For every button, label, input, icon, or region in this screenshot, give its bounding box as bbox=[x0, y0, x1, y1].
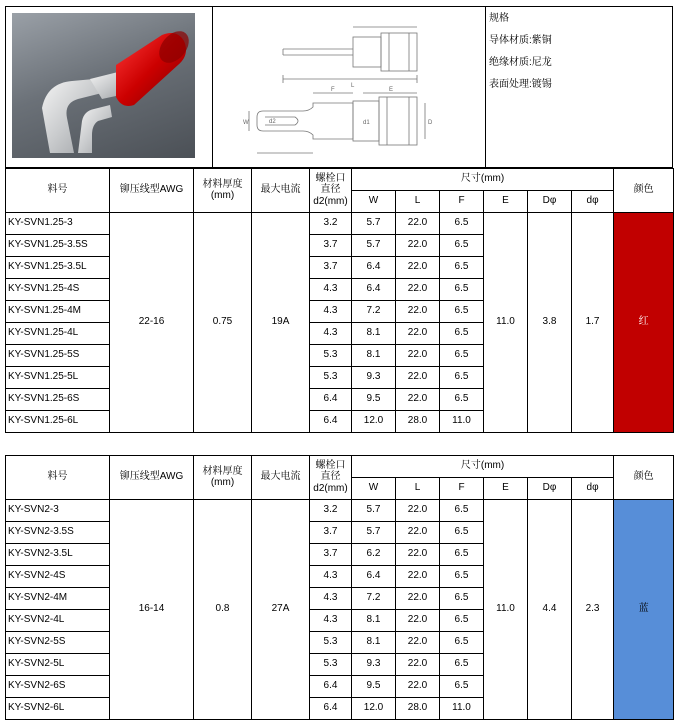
current-cell: 19A bbox=[252, 212, 310, 432]
stud-diameter-cell: 4.3 bbox=[310, 587, 352, 609]
w-cell: 5.7 bbox=[352, 499, 396, 521]
header-thickness-line1: 材料厚度 bbox=[202, 465, 243, 477]
l-cell: 22.0 bbox=[396, 212, 440, 234]
spec-info-cell bbox=[486, 7, 673, 168]
f-cell: 6.5 bbox=[440, 322, 484, 344]
l-cell: 28.0 bbox=[396, 410, 440, 432]
header-thickness bbox=[194, 168, 252, 212]
f-cell: 11.0 bbox=[440, 410, 484, 432]
model-cell: KY-SVN2-5L bbox=[6, 653, 110, 675]
w-cell: 9.5 bbox=[352, 675, 396, 697]
f-cell: 6.5 bbox=[440, 234, 484, 256]
product-table bbox=[5, 168, 674, 433]
model-cell: KY-SVN1.25-4L bbox=[6, 322, 110, 344]
header-stud-line2: 直径 bbox=[320, 184, 341, 196]
w-cell: 5.7 bbox=[352, 234, 396, 256]
f-cell: 6.5 bbox=[440, 653, 484, 675]
w-cell: 6.4 bbox=[352, 278, 396, 300]
f-cell: 6.5 bbox=[440, 366, 484, 388]
stud-diameter-cell: 5.3 bbox=[310, 653, 352, 675]
l-cell: 22.0 bbox=[396, 587, 440, 609]
header-current: 最大电流 bbox=[252, 455, 310, 499]
w-cell: 8.1 bbox=[352, 322, 396, 344]
model-cell: KY-SVN2-4M bbox=[6, 587, 110, 609]
f-cell: 6.5 bbox=[440, 587, 484, 609]
f-cell: 11.0 bbox=[440, 697, 484, 719]
f-cell: 6.5 bbox=[440, 631, 484, 653]
header-model: 料号 bbox=[6, 168, 110, 212]
header-awg: 铆压线型AWG bbox=[110, 455, 194, 499]
header-f: F bbox=[440, 190, 484, 212]
spade-terminal-image bbox=[12, 13, 195, 158]
w-cell: 12.0 bbox=[352, 410, 396, 432]
stud-diameter-cell: 6.4 bbox=[310, 697, 352, 719]
product-table bbox=[5, 455, 674, 720]
w-cell: 9.3 bbox=[352, 653, 396, 675]
f-cell: 6.5 bbox=[440, 499, 484, 521]
model-cell: KY-SVN1.25-3.5L bbox=[6, 256, 110, 278]
stud-diameter-cell: 3.2 bbox=[310, 499, 352, 521]
stud-diameter-cell: 3.2 bbox=[310, 212, 352, 234]
l-cell: 22.0 bbox=[396, 499, 440, 521]
stud-diameter-cell: 3.7 bbox=[310, 543, 352, 565]
stud-diameter-cell: 6.4 bbox=[310, 410, 352, 432]
dphi-small-cell: 2.3 bbox=[572, 499, 614, 719]
header-stud-line1: 螺栓口 bbox=[315, 459, 346, 471]
stud-diameter-cell: 3.7 bbox=[310, 256, 352, 278]
l-cell: 22.0 bbox=[396, 609, 440, 631]
l-cell: 22.0 bbox=[396, 366, 440, 388]
f-cell: 6.5 bbox=[440, 388, 484, 410]
color-cell: 蓝 bbox=[614, 499, 674, 719]
l-cell: 22.0 bbox=[396, 543, 440, 565]
product-photo bbox=[12, 13, 195, 158]
stud-diameter-cell: 5.3 bbox=[310, 366, 352, 388]
header-model: 料号 bbox=[6, 455, 110, 499]
header-l: L bbox=[396, 477, 440, 499]
l-cell: 22.0 bbox=[396, 631, 440, 653]
w-cell: 9.5 bbox=[352, 388, 396, 410]
model-cell: KY-SVN1.25-6S bbox=[6, 388, 110, 410]
header-stud-line1: 螺栓口 bbox=[315, 172, 346, 184]
header-thickness-line1: 材料厚度 bbox=[202, 178, 243, 190]
model-cell: KY-SVN2-4S bbox=[6, 565, 110, 587]
l-cell: 22.0 bbox=[396, 256, 440, 278]
l-cell: 22.0 bbox=[396, 344, 440, 366]
table-gap bbox=[5, 433, 673, 455]
awg-cell: 16-14 bbox=[110, 499, 194, 719]
w-cell: 7.2 bbox=[352, 587, 396, 609]
header-e: E bbox=[484, 190, 528, 212]
stud-diameter-cell: 5.3 bbox=[310, 631, 352, 653]
spec-surface: 表面处理:镀锡 bbox=[489, 79, 552, 90]
drawing-label-d1: d1 bbox=[363, 120, 370, 126]
e-cell: 11.0 bbox=[484, 212, 528, 432]
model-cell: KY-SVN2-3.5S bbox=[6, 521, 110, 543]
l-cell: 28.0 bbox=[396, 697, 440, 719]
header-dphi-small: dφ bbox=[572, 477, 614, 499]
model-cell: KY-SVN1.25-5L bbox=[6, 366, 110, 388]
stud-diameter-cell: 4.3 bbox=[310, 300, 352, 322]
header-block bbox=[5, 6, 673, 168]
f-cell: 6.5 bbox=[440, 521, 484, 543]
header-stud-line3: d2(mm) bbox=[313, 195, 348, 207]
drawing-label-w: W bbox=[243, 120, 249, 126]
f-cell: 6.5 bbox=[440, 543, 484, 565]
photo-cell bbox=[6, 7, 213, 168]
w-cell: 8.1 bbox=[352, 609, 396, 631]
model-cell: KY-SVN2-3.5L bbox=[6, 543, 110, 565]
table-row bbox=[6, 499, 674, 521]
l-cell: 22.0 bbox=[396, 675, 440, 697]
f-cell: 6.5 bbox=[440, 344, 484, 366]
f-cell: 6.5 bbox=[440, 256, 484, 278]
product-tables bbox=[5, 168, 673, 720]
w-cell: 12.0 bbox=[352, 697, 396, 719]
header-thickness-line2: (mm) bbox=[210, 190, 235, 201]
w-cell: 7.2 bbox=[352, 300, 396, 322]
header-e: E bbox=[484, 477, 528, 499]
drawing-label-d: D bbox=[428, 120, 433, 126]
header-dphi-small: dφ bbox=[572, 190, 614, 212]
w-cell: 5.7 bbox=[352, 521, 396, 543]
e-cell: 11.0 bbox=[484, 499, 528, 719]
header-thickness-line2: (mm) bbox=[210, 477, 235, 488]
model-cell: KY-SVN1.25-3.5S bbox=[6, 234, 110, 256]
stud-diameter-cell: 4.3 bbox=[310, 565, 352, 587]
w-cell: 6.4 bbox=[352, 256, 396, 278]
w-cell: 8.1 bbox=[352, 344, 396, 366]
w-cell: 5.7 bbox=[352, 212, 396, 234]
model-cell: KY-SVN2-6S bbox=[6, 675, 110, 697]
model-cell: KY-SVN2-4L bbox=[6, 609, 110, 631]
stud-diameter-cell: 4.3 bbox=[310, 609, 352, 631]
stud-diameter-cell: 4.3 bbox=[310, 278, 352, 300]
dphi-small-cell: 1.7 bbox=[572, 212, 614, 432]
color-cell: 红 bbox=[614, 212, 674, 432]
model-cell: KY-SVN2-3 bbox=[6, 499, 110, 521]
thickness-cell: 0.8 bbox=[194, 499, 252, 719]
header-awg: 铆压线型AWG bbox=[110, 168, 194, 212]
drawing-label-l: L bbox=[351, 83, 355, 89]
model-cell: KY-SVN1.25-4S bbox=[6, 278, 110, 300]
drawing-label-d2: d2 bbox=[269, 119, 276, 125]
header-w: W bbox=[352, 190, 396, 212]
spec-material: 导体材质:紫铜 bbox=[489, 35, 552, 46]
f-cell: 6.5 bbox=[440, 609, 484, 631]
dphi-big-cell: 4.4 bbox=[528, 499, 572, 719]
spec-insulation: 绝缘材质:尼龙 bbox=[489, 57, 552, 68]
stud-diameter-cell: 4.3 bbox=[310, 322, 352, 344]
f-cell: 6.5 bbox=[440, 675, 484, 697]
model-cell: KY-SVN1.25-6L bbox=[6, 410, 110, 432]
dphi-big-cell: 3.8 bbox=[528, 212, 572, 432]
header-dims: 尺寸(mm) bbox=[352, 168, 614, 190]
l-cell: 22.0 bbox=[396, 388, 440, 410]
f-cell: 6.5 bbox=[440, 565, 484, 587]
header-stud-line3: d2(mm) bbox=[313, 482, 348, 494]
l-cell: 22.0 bbox=[396, 653, 440, 675]
f-cell: 6.5 bbox=[440, 278, 484, 300]
stud-diameter-cell: 3.7 bbox=[310, 521, 352, 543]
technical-drawing bbox=[213, 7, 485, 163]
model-cell: KY-SVN1.25-5S bbox=[6, 344, 110, 366]
w-cell: 9.3 bbox=[352, 366, 396, 388]
current-cell: 27A bbox=[252, 499, 310, 719]
header-stud bbox=[310, 168, 352, 212]
header-current: 最大电流 bbox=[252, 168, 310, 212]
stud-diameter-cell: 3.7 bbox=[310, 234, 352, 256]
l-cell: 22.0 bbox=[396, 300, 440, 322]
header-f: F bbox=[440, 477, 484, 499]
header-thickness bbox=[194, 455, 252, 499]
w-cell: 6.2 bbox=[352, 543, 396, 565]
model-cell: KY-SVN2-5S bbox=[6, 631, 110, 653]
drawing-label-e: E bbox=[389, 87, 394, 93]
header-color: 颜色 bbox=[614, 455, 674, 499]
table-row bbox=[6, 212, 674, 234]
header-dphi-big: Dφ bbox=[528, 477, 572, 499]
l-cell: 22.0 bbox=[396, 322, 440, 344]
header-dphi-big: Dφ bbox=[528, 190, 572, 212]
header-w: W bbox=[352, 477, 396, 499]
l-cell: 22.0 bbox=[396, 565, 440, 587]
w-cell: 6.4 bbox=[352, 565, 396, 587]
model-cell: KY-SVN1.25-3 bbox=[6, 212, 110, 234]
thickness-cell: 0.75 bbox=[194, 212, 252, 432]
stud-diameter-cell: 6.4 bbox=[310, 675, 352, 697]
header-l: L bbox=[396, 190, 440, 212]
stud-diameter-cell: 5.3 bbox=[310, 344, 352, 366]
header-dims: 尺寸(mm) bbox=[352, 455, 614, 477]
model-cell: KY-SVN2-6L bbox=[6, 697, 110, 719]
w-cell: 8.1 bbox=[352, 631, 396, 653]
f-cell: 6.5 bbox=[440, 300, 484, 322]
l-cell: 22.0 bbox=[396, 521, 440, 543]
spec-title: 规格 bbox=[489, 13, 509, 24]
model-cell: KY-SVN1.25-4M bbox=[6, 300, 110, 322]
header-color: 颜色 bbox=[614, 168, 674, 212]
header-stud bbox=[310, 455, 352, 499]
l-cell: 22.0 bbox=[396, 278, 440, 300]
header-stud-line2: 直径 bbox=[320, 471, 341, 483]
drawing-cell bbox=[213, 7, 486, 168]
stud-diameter-cell: 6.4 bbox=[310, 388, 352, 410]
spec-sheet bbox=[5, 6, 673, 720]
awg-cell: 22-16 bbox=[110, 212, 194, 432]
drawing-label-f: F bbox=[331, 87, 335, 93]
l-cell: 22.0 bbox=[396, 234, 440, 256]
f-cell: 6.5 bbox=[440, 212, 484, 234]
